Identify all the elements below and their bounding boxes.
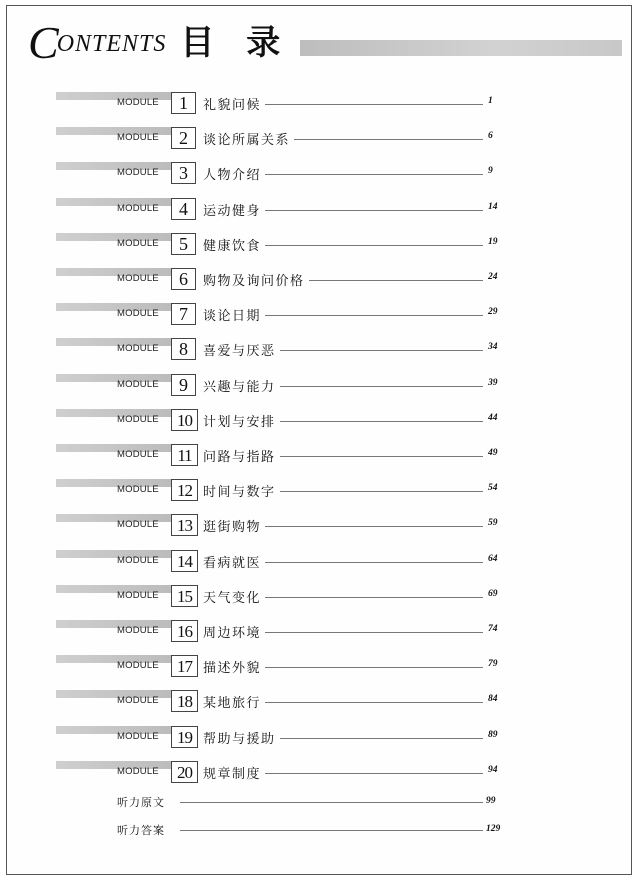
module-title: 喜爱与厌恶 — [203, 340, 280, 359]
page-number: 14 — [488, 201, 498, 212]
module-number: 18 — [171, 690, 198, 712]
module-label: MODULE — [117, 413, 159, 425]
module-title: 礼貌问候 — [203, 94, 265, 113]
toc-row[interactable] — [0, 333, 640, 367]
page-number: 54 — [488, 483, 498, 494]
module-number: 5 — [171, 233, 196, 255]
toc-row[interactable] — [0, 263, 640, 297]
toc-row[interactable] — [0, 369, 640, 403]
page-number: 74 — [488, 624, 498, 634]
toc-row[interactable] — [0, 615, 640, 649]
title-english: ONTENTS — [56, 31, 167, 57]
module-title: 描述外貌 — [203, 657, 265, 676]
toc-row[interactable] — [0, 298, 640, 332]
page-number: 19 — [488, 236, 498, 247]
toc-row[interactable] — [0, 157, 640, 191]
module-title: 谈论所属关系 — [203, 129, 294, 148]
module-label: MODULE — [117, 378, 159, 390]
module-title: 逛街购物 — [203, 516, 265, 535]
module-number: 2 — [171, 127, 196, 149]
page-number: 39 — [488, 377, 498, 388]
module-number: 17 — [171, 655, 198, 677]
module-number: 12 — [171, 479, 198, 501]
page-number: 44 — [488, 412, 498, 423]
toc-row[interactable] — [0, 404, 640, 438]
module-label: MODULE — [117, 660, 159, 672]
appendix-title: 听力原文 — [117, 794, 169, 810]
module-title: 健康饮食 — [203, 235, 265, 254]
module-number: 6 — [171, 268, 196, 290]
toc-row[interactable] — [0, 756, 640, 790]
page-number: 129 — [486, 824, 501, 834]
toc-row[interactable] — [0, 193, 640, 227]
page-number: 9 — [488, 166, 493, 177]
module-number: 14 — [171, 550, 198, 572]
module-number: 15 — [171, 585, 198, 607]
page-number: 1 — [488, 96, 493, 106]
module-label: MODULE — [117, 695, 159, 707]
module-title: 问路与指路 — [203, 446, 280, 465]
leader-line — [180, 830, 483, 831]
module-label: MODULE — [117, 589, 159, 601]
module-number: 13 — [171, 514, 198, 536]
module-number: 3 — [171, 162, 196, 184]
module-title: 人物介绍 — [203, 164, 265, 183]
module-title: 某地旅行 — [203, 692, 265, 711]
module-label: MODULE — [117, 765, 159, 777]
module-label: MODULE — [117, 625, 159, 636]
module-label: MODULE — [117, 343, 159, 355]
module-label: MODULE — [117, 97, 159, 108]
toc-row[interactable] — [0, 122, 640, 156]
module-number: 8 — [171, 338, 196, 360]
module-label: MODULE — [117, 484, 159, 496]
page-number: 49 — [488, 448, 498, 458]
module-label: MODULE — [117, 730, 159, 742]
module-label: MODULE — [117, 167, 159, 179]
module-label: MODULE — [117, 554, 159, 566]
page-number: 89 — [488, 729, 498, 740]
toc-row[interactable] — [0, 509, 640, 543]
module-number: 16 — [171, 620, 198, 642]
module-number: 9 — [171, 374, 196, 396]
module-title: 天气变化 — [203, 587, 265, 606]
toc-row-appendix[interactable] — [0, 792, 640, 816]
module-label: MODULE — [117, 449, 159, 460]
module-title: 计划与安排 — [203, 411, 280, 430]
module-label: MODULE — [117, 273, 159, 284]
module-number: 19 — [171, 726, 198, 748]
module-title: 周边环境 — [203, 622, 265, 641]
module-label: MODULE — [117, 132, 159, 144]
module-number: 20 — [171, 761, 198, 783]
page-number: 29 — [488, 307, 498, 318]
toc-row[interactable] — [0, 580, 640, 614]
module-title: 运动健身 — [203, 200, 265, 219]
toc-row[interactable] — [0, 545, 640, 579]
page-number: 59 — [488, 518, 498, 529]
page-number: 64 — [488, 553, 498, 564]
module-title: 时间与数字 — [203, 481, 280, 500]
module-number: 7 — [171, 303, 196, 325]
page-number: 84 — [488, 694, 498, 705]
module-title: 兴趣与能力 — [203, 376, 280, 395]
module-number: 11 — [171, 444, 198, 466]
module-number: 1 — [171, 92, 196, 114]
page-number: 94 — [488, 764, 498, 775]
module-label: MODULE — [117, 237, 159, 249]
module-number: 4 — [171, 198, 196, 220]
toc-row[interactable] — [0, 439, 640, 473]
module-label: MODULE — [117, 308, 159, 320]
appendix-title: 听力答案 — [117, 822, 169, 838]
toc-row[interactable] — [0, 87, 640, 121]
toc-row[interactable] — [0, 650, 640, 684]
module-number: 10 — [171, 409, 198, 431]
module-title: 购物及询问价格 — [203, 270, 309, 289]
title-chinese: 目 录 — [180, 23, 291, 63]
module-title: 帮助与援助 — [203, 728, 280, 747]
title-initial: C — [28, 17, 59, 68]
module-title: 规章制度 — [203, 763, 265, 782]
module-label: MODULE — [117, 202, 159, 214]
module-label: MODULE — [117, 519, 159, 531]
leader-line — [180, 802, 483, 803]
toc-row[interactable] — [0, 228, 640, 262]
page-number: 99 — [486, 796, 496, 806]
toc-row[interactable] — [0, 685, 640, 719]
page-number: 69 — [488, 588, 498, 599]
toc-row[interactable] — [0, 474, 640, 508]
page-number: 79 — [488, 659, 498, 670]
toc-row[interactable] — [0, 721, 640, 755]
page-number: 6 — [488, 131, 493, 142]
toc-row-appendix[interactable] — [0, 820, 640, 844]
page-number: 24 — [488, 272, 498, 282]
module-title: 看病就医 — [203, 552, 265, 571]
page-number: 34 — [488, 342, 498, 353]
module-title: 谈论日期 — [203, 305, 265, 324]
